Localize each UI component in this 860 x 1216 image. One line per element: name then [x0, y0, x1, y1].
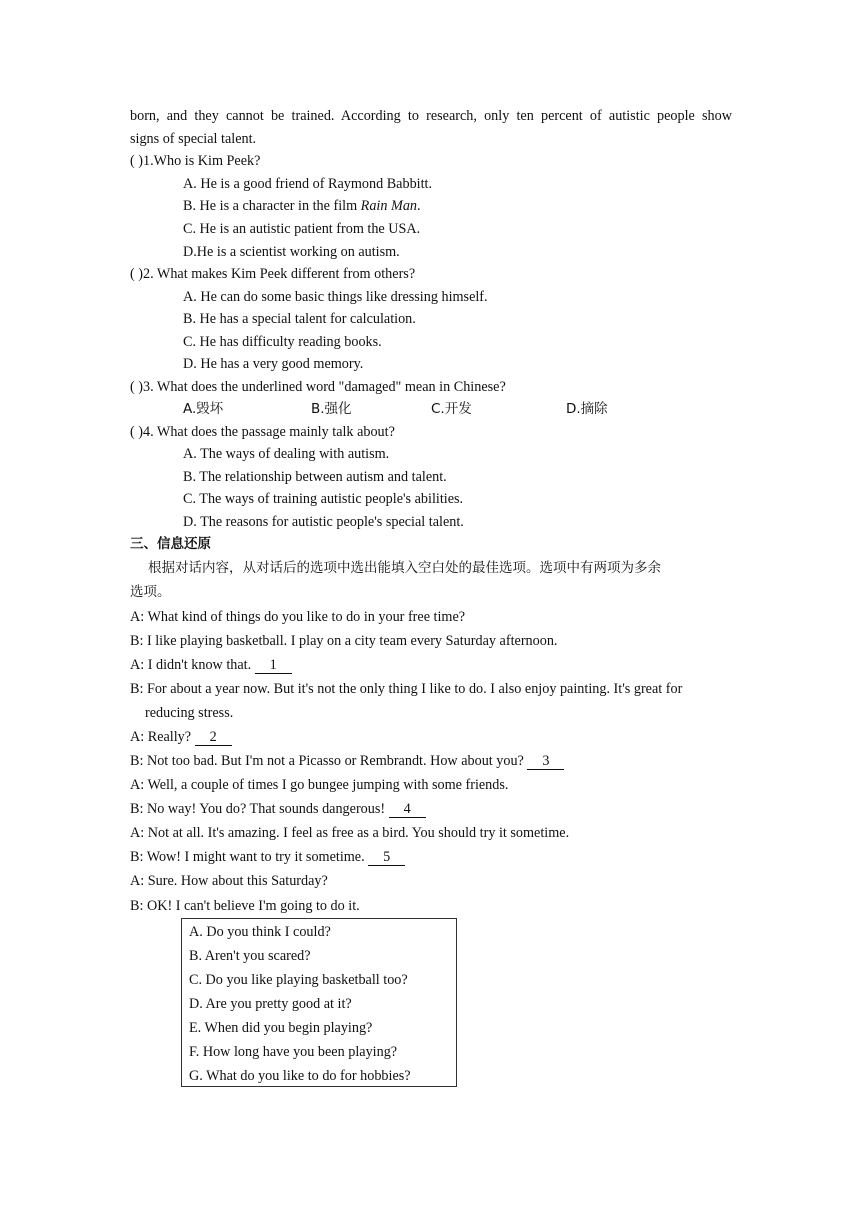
choices-box [181, 918, 457, 1087]
option: B. He has a special talent for calculation. [183, 311, 416, 327]
answer-blank[interactable]: 3 [527, 753, 564, 770]
passage-line: signs of special talent. [130, 131, 257, 147]
choice-item: C. Do you like playing basketball too? [189, 972, 408, 988]
choice-item: B. Aren't you scared? [189, 948, 311, 964]
option: C. He has difficulty reading books. [183, 334, 382, 350]
dialogue-line: A: Well, a couple of times I go bungee jumping with some friends. [130, 777, 509, 793]
dialogue-line: A: What kind of things do you like to do in your free time? [130, 609, 466, 625]
answer-blank[interactable]: 2 [195, 729, 232, 746]
answer-paren[interactable]: ( ) [130, 153, 143, 169]
dialogue-line: B: For about a year now. But it's not the only thing I like to do. I also enjoy painting. It's great for [130, 681, 683, 697]
option: A.毁坏 [183, 401, 224, 417]
choice-item: F. How long have you been playing? [189, 1044, 398, 1060]
dialogue-line: A: Really? 2 [130, 727, 232, 747]
option: A. The ways of dealing with autism. [183, 446, 390, 462]
film-title: Rain Man [360, 198, 418, 214]
question-stem: 4. What does the passage mainly talk about? [143, 424, 395, 440]
option: A. He can do some basic things like dressing himself. [183, 289, 488, 305]
dialogue-line: B: Not too bad. But I'm not a Picasso or Rembrandt. How about you? 3 [130, 751, 564, 771]
dialogue-line: reducing stress. [145, 705, 234, 721]
choice-item: A. Do you think I could? [189, 924, 331, 940]
choice-item: D. Are you pretty good at it? [189, 996, 352, 1012]
answer-paren[interactable]: ( ) [130, 379, 143, 395]
dialogue-line: B: Wow! I might want to try it sometime. 5 [130, 847, 405, 867]
option: D. He has a very good memory. [183, 356, 364, 372]
section-heading: 三、信息还原 [130, 536, 211, 552]
option: B. The relationship between autism and talent. [183, 469, 447, 485]
question-2 [130, 264, 415, 284]
dialogue-line: A: I didn't know that. 1 [130, 655, 292, 675]
question-stem: 1.Who is Kim Peek? [143, 153, 261, 169]
option: A. He is a good friend of Raymond Babbitt. [183, 176, 433, 192]
answer-paren[interactable]: ( ) [130, 424, 143, 440]
dialogue-line: A: Sure. How about this Saturday? [130, 873, 328, 889]
option: D.摘除 [566, 401, 608, 417]
choice-item: E. When did you begin playing? [189, 1020, 373, 1036]
option: B. He is a character in the film Rain Man. [183, 198, 421, 214]
option: C. The ways of training autistic people's abilities. [183, 491, 464, 507]
answer-blank[interactable]: 5 [368, 849, 405, 866]
section-instruction: 根据对话内容，从对话后的选项中选出能填入空白处的最佳选项。选项中有两项为多余 [148, 560, 661, 576]
option: C.开发 [431, 401, 472, 417]
choice-item: G. What do you like to do for hobbies? [189, 1068, 411, 1084]
option: D.He is a scientist working on autism. [183, 244, 400, 260]
dialogue-line: A: Not at all. It's amazing. I feel as free as a bird. You should try it sometime. [130, 825, 570, 841]
option: B.强化 [311, 401, 352, 417]
dialogue-line: B: No way! You do? That sounds dangerous! 4 [130, 799, 426, 819]
option: C. He is an autistic patient from the USA. [183, 221, 421, 237]
option: D. The reasons for autistic people's special talent. [183, 514, 464, 530]
dialogue-line: B: I like playing basketball. I play on a city team every Saturday afternoon. [130, 633, 558, 649]
question-stem: 2. What makes Kim Peek different from others? [143, 266, 416, 282]
answer-blank[interactable]: 1 [255, 657, 292, 674]
question-3 [130, 377, 506, 397]
question-1 [130, 151, 260, 171]
answer-blank[interactable]: 4 [389, 801, 426, 818]
option-row [183, 399, 608, 419]
passage-line: born, and they cannot be trained. According to research, only ten percent of autistic people show [130, 108, 732, 124]
question-4 [130, 422, 395, 442]
section-instruction: 选项。 [130, 584, 171, 600]
answer-paren[interactable]: ( ) [130, 266, 143, 282]
dialogue-line: B: OK! I can't believe I'm going to do it. [130, 898, 360, 914]
question-stem: 3. What does the underlined word "damaged" mean in Chinese? [143, 379, 506, 395]
